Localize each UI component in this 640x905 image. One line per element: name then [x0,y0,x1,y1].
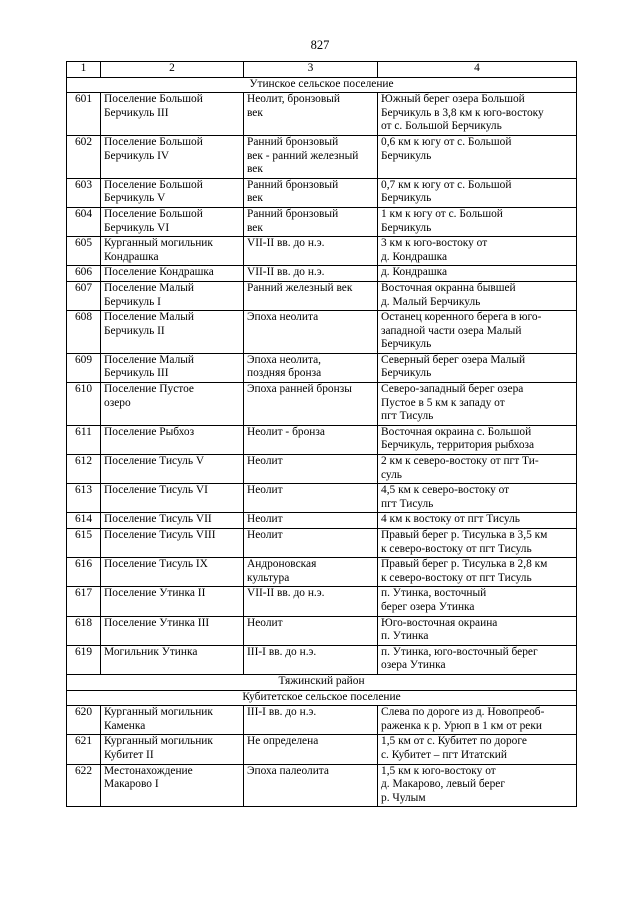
site-number: 622 [67,764,101,807]
site-period-line: Эпоха неолита, [247,353,321,366]
table-row [67,587,577,616]
site-period-line: век [247,163,263,176]
site-number: 617 [67,587,101,616]
site-location-line: д. Малый Берчикуль [381,295,481,308]
site-number: 608 [67,311,101,354]
section-heading-row [67,674,577,690]
site-location [378,764,577,807]
section-heading: Кубитетское сельское поселение [67,690,577,706]
site-location [378,425,577,454]
site-location-line: д. Макарово, левый берег [381,778,506,791]
site-name-line: Поселение Тисуль VII [104,513,212,526]
site-location-line: Пустое в 5 км к западу от [381,396,505,409]
site-location-line: п. Утинка, восточный [381,587,487,600]
site-period-line: культура [247,571,290,584]
site-location-line: Восточная окранна бывшей [381,281,516,294]
site-period-line: поздняя бронза [247,367,322,380]
table-row [67,266,577,282]
site-name [101,178,244,207]
table-row [67,353,577,382]
site-number: 602 [67,135,101,178]
site-period [244,558,378,587]
site-period-line: Ранний железный век [247,281,353,294]
site-number: 601 [67,93,101,136]
table-row [67,207,577,236]
site-location-line: пгт Тисуль [381,410,434,423]
site-period-line: Неолит [247,455,283,468]
site-number: 606 [67,266,101,282]
site-name-line: Берчикуль III [104,106,169,119]
site-location-line: к северо-востоку от пгт Тисуль [381,571,532,584]
site-period-line: Неолит, бронзовый [247,93,340,106]
site-name-line: Поселение Тисуль IX [104,558,208,571]
table-row [67,735,577,764]
site-name [101,645,244,674]
site-period-line: Эпоха палеолита [247,764,329,777]
site-location-line: 4,5 км к северо-востоку от [381,484,510,497]
site-location-line: Берчикуль [381,338,432,351]
site-number: 619 [67,645,101,674]
site-location-line: берег озера Утинка [381,600,475,613]
column-number-3: 3 [244,62,378,78]
site-period [244,353,378,382]
site-period [244,425,378,454]
site-period [244,237,378,266]
site-name-line: Поселение Пустое [104,383,194,396]
site-location-line: 1 км к югу от с. Большой [381,207,503,220]
site-period-line: Ранний бронзовый [247,207,339,220]
column-number-row [67,62,577,78]
heritage-sites-table [66,61,577,807]
site-location-line: п. Утинка [381,630,429,643]
site-location [378,529,577,558]
table-row [67,616,577,645]
site-period-line: Неолит [247,616,283,629]
site-period-line: Ранний бронзовый [247,135,339,148]
site-location-line: Берчикуль в 3,8 км к юго-востоку [381,106,544,119]
site-location-line: 1,5 км к юго-востоку от [381,764,496,777]
site-number: 603 [67,178,101,207]
site-period [244,645,378,674]
site-name [101,266,244,282]
site-name-line: Поселение Малый [104,353,195,366]
site-name-line: Курганный могильник [104,237,213,250]
section-heading-row [67,690,577,706]
site-location-line: Слева по дороге из д. Новопреоб- [381,706,545,719]
site-period [244,135,378,178]
site-period [244,178,378,207]
site-location-line: 4 км к востоку от пгт Тисуль [381,513,521,526]
site-number: 615 [67,529,101,558]
site-location [378,455,577,484]
site-location-line: 3 км к юго-востоку от [381,237,488,250]
site-period-line: Не определена [247,735,319,748]
site-period-line: VII-II вв. до н.э. [247,266,325,279]
site-name-line: Берчикуль II [104,324,165,337]
site-location-line: Правый берег р. Тисулька в 2,8 км [381,558,548,571]
table-row [67,558,577,587]
site-period [244,529,378,558]
site-name [101,529,244,558]
site-number: 604 [67,207,101,236]
site-name-line: Поселение Утинка II [104,587,206,600]
site-period-line: Неолит [247,484,283,497]
site-name [101,135,244,178]
site-period [244,311,378,354]
site-name-line: Поселение Тисуль VI [104,484,208,497]
table-row [67,135,577,178]
site-location-line: р. Чулым [381,791,426,804]
site-period [244,706,378,735]
site-name-line: Берчикуль IV [104,149,170,162]
site-name-line: Поселение Большой [104,178,203,191]
site-period-line: Ранний бронзовый [247,178,339,191]
site-name-line: Поселение Тисуль V [104,455,205,468]
table-row [67,645,577,674]
site-period-line: III-I вв. до н.э. [247,706,317,719]
site-location [378,383,577,426]
site-location-line: от с. Большой Берчикуль [381,120,502,133]
site-location-line: Восточная окраина с. Большой [381,425,532,438]
site-location [378,587,577,616]
site-name-line: Берчикуль VI [104,221,170,234]
site-period-line: Неолит - бронза [247,425,325,438]
site-period [244,93,378,136]
site-location-line: Останец коренного берега в юго- [381,311,542,324]
site-location-line: Северо-западный берег озера [381,383,524,396]
page-number: 827 [310,38,330,52]
site-name-line: Поселение Большой [104,135,203,148]
site-location [378,484,577,513]
column-number-1: 1 [67,62,101,78]
site-period [244,266,378,282]
site-location-line: Берчикуль [381,192,432,205]
site-location [378,735,577,764]
site-location-line: суль [381,468,402,481]
site-name-line: Кондрашка [104,250,159,263]
site-location-line: п. Утинка, юго-восточный берег [381,645,538,658]
site-location [378,281,577,310]
site-name-line: Поселение Большой [104,93,203,106]
site-location-line: Берчикуль [381,221,432,234]
site-location [378,353,577,382]
site-period-line: век [247,221,263,234]
site-name [101,383,244,426]
site-location-line: Южный берег озера Большой [381,93,525,106]
site-period [244,455,378,484]
site-period [244,383,378,426]
site-period-line: Эпоха неолита [247,311,319,324]
site-location [378,311,577,354]
site-location-line: Берчикуль [381,149,432,162]
site-name [101,735,244,764]
site-location [378,266,577,282]
site-number: 609 [67,353,101,382]
column-number-2: 2 [101,62,244,78]
site-name [101,587,244,616]
site-name-line: Поселение Тисуль VIII [104,529,216,541]
site-location [378,558,577,587]
table-row [67,529,577,558]
site-number: 621 [67,735,101,764]
site-location-line: пгт Тисуль [381,497,434,510]
site-location-line: раженка к р. Урюп в 1 км от реки [381,719,542,732]
table-body [67,62,577,807]
site-location-line: западной части озера Малый [381,324,522,337]
site-period-line: VII-II вв. до н.э. [247,587,325,600]
site-period-line: век [247,192,263,205]
site-location [378,93,577,136]
site-location-line: Берчикуль, территория рыбхоза [381,439,535,452]
site-location [378,135,577,178]
site-number: 607 [67,281,101,310]
table-row [67,455,577,484]
site-name-line: Поселение Малый [104,281,195,294]
site-name [101,616,244,645]
table-row [67,764,577,807]
site-location-line: 0,6 км к югу от с. Большой [381,135,512,148]
site-location-line: 2 км к северо-востоку от пгт Ти- [381,455,539,468]
table-row [67,383,577,426]
site-number: 612 [67,455,101,484]
site-location [378,645,577,674]
table-row [67,178,577,207]
site-number: 611 [67,425,101,454]
site-period-line: III-I вв. до н.э. [247,645,317,658]
site-name-line: Поселение Большой [104,207,203,220]
site-location-line: 1,5 км от с. Кубитет по дороге [381,735,527,748]
site-number: 614 [67,513,101,529]
site-name-line: Берчикуль I [104,295,161,308]
site-period [244,484,378,513]
table-row [67,706,577,735]
site-location-line: 0,7 км к югу от с. Большой [381,178,512,191]
column-number-4: 4 [378,62,577,78]
table-row [67,425,577,454]
site-name-line: Курганный могильник [104,735,213,748]
site-period-line: VII-II вв. до н.э. [247,237,325,250]
site-name [101,764,244,807]
site-name [101,281,244,310]
site-location-line: Правый берег р. Тисулька в 3,5 км [381,529,548,541]
site-location-line: д. Кондрашка [381,266,448,279]
site-period [244,587,378,616]
site-period-line: Эпоха ранней бронзы [247,383,352,396]
site-location [378,616,577,645]
site-period-line: Неолит [247,529,283,541]
site-name-line: Макарово I [104,778,159,791]
site-location-line: с. Кубитет – пгт Итатский [381,748,507,761]
site-period-line: Андроновская [247,558,317,571]
site-period-line: век - ранний железный [247,149,359,162]
site-name-line: Поселение Рыбхоз [104,425,195,438]
site-name-line: Поселение Кондрашка [104,266,214,279]
site-name [101,484,244,513]
table-row [67,237,577,266]
site-name [101,706,244,735]
site-name [101,513,244,529]
table-row [67,513,577,529]
site-period [244,616,378,645]
site-name-line: Кубитет II [104,748,154,761]
section-heading: Утинское сельское поселение [67,77,577,93]
site-name [101,425,244,454]
site-name [101,311,244,354]
site-number: 610 [67,383,101,426]
site-name [101,558,244,587]
section-heading-row [67,77,577,93]
site-location-line: Юго-восточная окраина [381,616,498,629]
site-location-line: Берчикуль [381,367,432,380]
site-number: 620 [67,706,101,735]
site-name-line: Берчикуль III [104,367,169,380]
site-location-line: озера Утинка [381,659,446,672]
site-location-line: Северный берег озера Малый [381,353,526,366]
site-location [378,237,577,266]
site-name-line: Курганный могильник [104,706,213,719]
site-location [378,178,577,207]
site-period-line: Неолит [247,513,283,526]
site-period [244,764,378,807]
site-location [378,513,577,529]
site-period [244,281,378,310]
site-location-line: к северо-востоку от пгт Тисуль [381,542,532,555]
site-name-line: Берчикуль V [104,192,166,205]
site-name [101,237,244,266]
site-location [378,706,577,735]
site-name-line: Поселение Малый [104,311,195,324]
table-row [67,484,577,513]
site-name-line: Местонахождение [104,764,193,777]
site-number: 613 [67,484,101,513]
site-period [244,207,378,236]
site-location-line: д. Кондрашка [381,250,448,263]
site-period [244,735,378,764]
site-name [101,207,244,236]
site-name-line: Поселение Утинка III [104,616,210,629]
site-name-line: Могильник Утинка [104,645,198,658]
site-name-line: Каменка [104,719,146,732]
site-name-line: озеро [104,396,131,409]
site-number: 605 [67,237,101,266]
site-location [378,207,577,236]
site-name [101,93,244,136]
site-period [244,513,378,529]
site-number: 618 [67,616,101,645]
table-row [67,311,577,354]
site-name [101,353,244,382]
site-number: 616 [67,558,101,587]
site-name [101,455,244,484]
table-row [67,281,577,310]
table-row [67,93,577,136]
site-period-line: век [247,106,263,119]
section-heading: Тяжинский район [67,674,577,690]
